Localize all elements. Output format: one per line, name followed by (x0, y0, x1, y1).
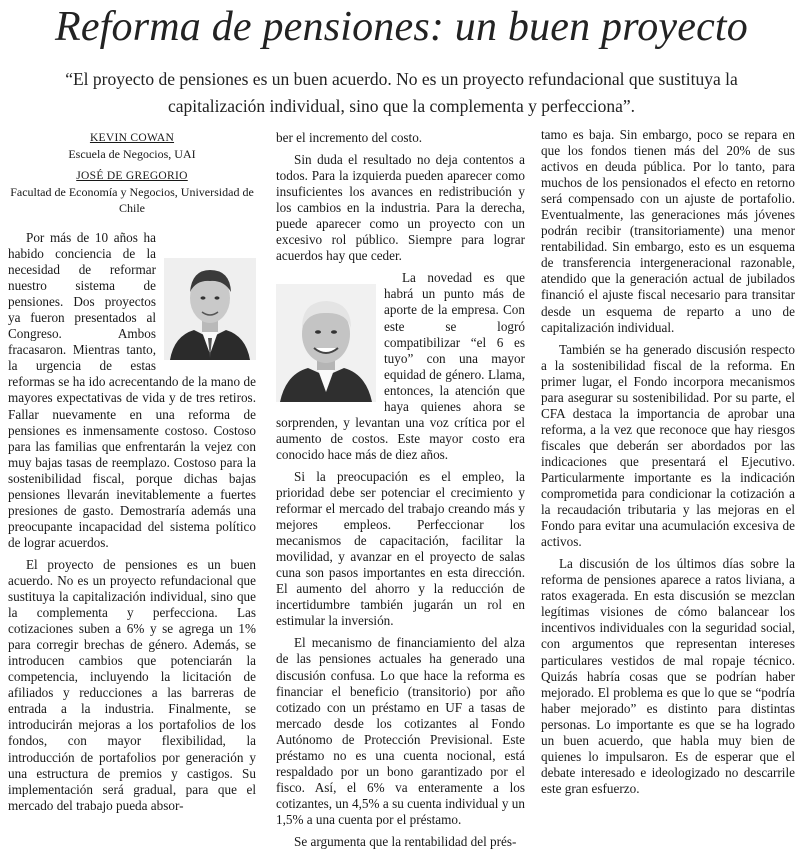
paragraph (276, 270, 525, 463)
paragraph: La discusión de los últimos días sobre la reforma de pensiones aparece a ratos liviana, a ratos exagerada. En esta discusión se mezclan legítimas visiones de cómo balancear los incentivos individuales con la seguridad social, con argumentos que representan intereses particulares vestidos de mal ropaje técnico. Quizás habría cosas que se podrían haber mejorado. El problema es que lo que se “podría haber mejorado” es distinto para distintas personas. Lo importante es que se ha logrado un buen acuerdo, que habla muy bien de quienes lo impulsaron. Es de esperar que el debate interesado e ideologizado no descarrile este gran esfuerzo. (541, 556, 795, 796)
paragraph: Si la preocupación es el empleo, la prioridad debe ser potenciar el crecimiento y reformar el mercado del trabajo creando más y mejores empleos. Perfeccionar los mecanismos de capacitación, facilitar la movilidad, y avanzar en el proyecto de salas cuna son pasos importantes en esta dirección. El aumento del ahorro y la reducción de incertidumbre también jugarán un rol en estimular la inversión. (276, 468, 525, 629)
column-1 (8, 130, 256, 820)
column-2 (276, 130, 525, 856)
author-affiliation: Facultad de Economía y Negocios, Universidad de Chile (10, 185, 254, 215)
author-photo-de-gregorio (276, 284, 376, 402)
author-affiliation: Escuela de Negocios, UAI (68, 147, 196, 161)
paragraph-text: La novedad es que habrá un punto más de aporte de la empresa. Con este se logró compatibilizar “el 6 es tuyo” con una mayor equidad de género. Llama, entonces, la atención que haya quienes ahora se sorprenden, y levantan una voz crítica por el aumento de costos. Este mayor costo era conocido hace más de diez años. (276, 270, 525, 462)
author-photo-cowan (164, 258, 256, 360)
column-3 (541, 127, 795, 803)
paragraph: El proyecto de pensiones es un buen acuerdo. No es un proyecto refundacional que sustituya la capitalización individual, sino que la complementa y perfecciona. Las cotizaciones suben a 6% y se agrega un 1% para corregir brechas de género. Además, se introducen cambios que potenciarán la competencia, incluyendo la licitación de afiliados y reducciones a las barreras de entrada a la industria. Finalmente, se introducirán mejoras a los portafolios de los fondos, con mayor flexibilidad, la introducción de portafolios por generación y una estructura de premios y castigos. Su implementación será gradual, para que el mercado del trabajo pueda absor- (8, 556, 256, 813)
paragraph: El mecanismo de financiamiento del alza de las pensiones actuales ha generado una discusión confusa. Lo que hace la reforma es financiar el beneficio (transitorio) por año cotizado con un préstamo en UF a tasas de mercado desde los cotizantes al Fondo Autónomo de Protección Previsional. Este préstamo no es una cuenta nocional, está respaldado por un bono garantizado por el fisco. Así, el 6% va enteramente a los cotizantes, un 4,5% a su cuenta individual y un 1,5% a una cuenta por el préstamo. (276, 635, 525, 827)
paragraph: Sin duda el resultado no deja contentos a todos. Para la izquierda pueden aparecer como insuficientes los avances en redistribución y los cambios en la industria. Para la derecha, puede aparecer como un proyecto con un excesivo rol público. Siempre para lograr acuerdos hay que ceder. (276, 152, 525, 264)
paragraph-text: Por más de 10 años ha habido conciencia de la necesidad de reformar nuestro sistema de pensiones. Dos proyectos ya fueron presentados al Congreso. Ambos fracasaron. Mientras tanto, la urgencia de estas reformas se ha ido acrecentando de la mano de mayores expectativas de vida y de tres retiros. Fallar nuevamente en una reforma de pensiones es inmensamente costoso. Costoso para las familias que enfrentarán la vejez con muy bajas tasas de reemplazo. Costoso para la sostenibilidad fiscal, porque dichas bajas pensiones llevarán inevitablemente a fuertes presiones de gasto. Demostraría además una preocupante incapacidad del sistema político de lograr acuerdos. (8, 230, 256, 550)
paragraph (8, 230, 256, 551)
byline-author-1 (8, 130, 256, 162)
paragraph: tamo es baja. Sin embargo, poco se repara en que los fondos tienen más del 20% de sus activos en deuda pública. Por lo tanto, para muchos de los pensionados el efecto en retorno será compensado con un ajuste de portafolio. Eventualmente, las generaciones más jóvenes podrán recibir (transitoriamente) una menor rentabilidad. Sin embargo, esto es un esquema de transferencia intergeneracional razonable, atendido que la generación actual de jubilados financió el ajuste fiscal necesario para transitar desde un esquema de reparto a uno de capitalización individual. (541, 127, 795, 335)
author-name: KEVIN COWAN (89, 132, 175, 144)
author-name: JOSÉ DE GREGORIO (76, 170, 188, 182)
paragraph: Se argumenta que la rentabilidad del prés- (294, 833, 517, 849)
paragraph: ber el incremento del costo. (276, 130, 423, 145)
byline-author-2 (8, 168, 256, 216)
headline: Reforma de pensiones: un buen proyecto (54, 4, 749, 50)
paragraph: También se ha generado discusión respecto a la sostenibilidad fiscal de la reforma. En primer lugar, el Fondo incorpora mecanismos para asegurar su sostenibilidad. Por su parte, el CFA destaca la importancia de aprobar una reforma, a la vez que reconoce que hay riesgos fiscales que deberán ser abordados por las indicaciones que presentará el Ejecutivo. Particularmente importante es la indicación comprometida para condicionar la cotización a la recaudación tributaria y las mejoras en el Fondo para evitar una acumulación excesiva de activos. (541, 341, 795, 550)
subhead-quote: “El proyecto de pensiones es un buen acuerdo. No es un proyecto refundacional que sustituya la capitalización individual, sino que la complementa y perfecciona”. (65, 69, 738, 116)
